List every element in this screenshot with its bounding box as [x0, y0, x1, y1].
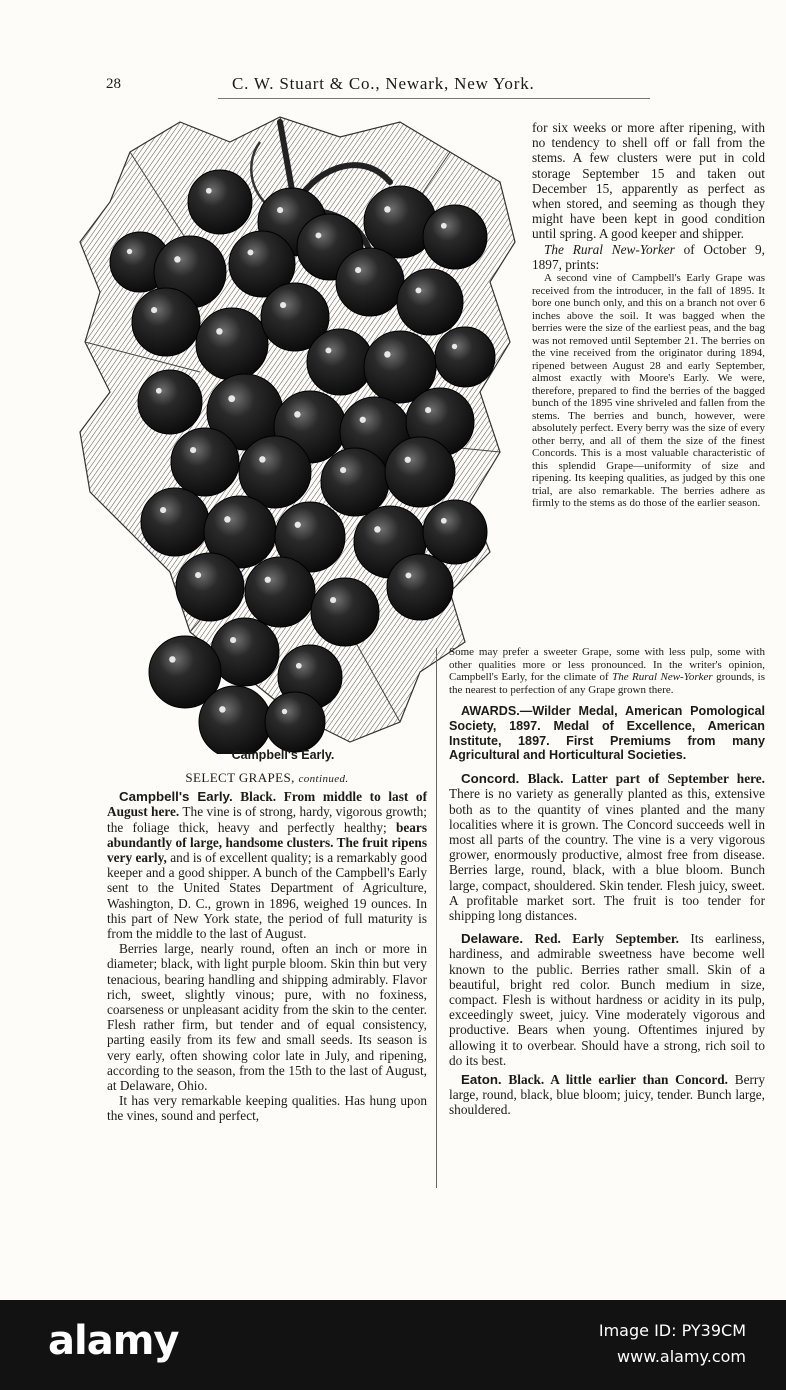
- stock-watermark-bar: [0, 1300, 786, 1390]
- berry-highlight: [294, 411, 300, 417]
- berry-highlight: [156, 388, 162, 394]
- grape-berry: [199, 686, 271, 754]
- quote-bottom-italic: The Rural New-Yorker: [612, 671, 713, 683]
- stock-info: [599, 1318, 746, 1370]
- berry-highlight: [330, 597, 336, 603]
- berry-highlight: [405, 457, 411, 463]
- page-header: [0, 70, 786, 100]
- berry-highlight: [295, 522, 301, 528]
- berry-highlight: [296, 663, 302, 669]
- berry-highlight: [340, 467, 346, 473]
- berry-highlight: [228, 395, 235, 402]
- grape-berry: [321, 448, 389, 516]
- keeping-paragraph: It has very remarkable keeping qualities. Has hung upon the vines, sound and perfect,: [107, 1093, 427, 1124]
- right-column-top: [532, 120, 765, 510]
- grape-berry: [385, 437, 455, 507]
- delaware-name: Delaware.: [461, 931, 524, 947]
- berry-highlight: [441, 223, 447, 229]
- eaton-entry: [449, 1072, 765, 1118]
- berry-highlight: [151, 307, 157, 313]
- berry-highlight: [169, 656, 175, 662]
- grape-berry: [311, 578, 379, 646]
- berry-highlight: [405, 572, 411, 578]
- concord-text: There is no variety as generally planted as this, extensive both as to the quantity of vines planted and the many localities where it is grown. The Concord succeeds well in most all parts of the country. The vine is a very vigorous grower, enormously productive, almost free from disease. Berries large, round, black, with a blue bloom. Bunch large, compact, shouldered. Skin tender. Flesh juicy, sweet. A profitable market sort. The fruit is too tender for shipping long distances.: [449, 786, 765, 924]
- berry-highlight: [216, 328, 222, 334]
- grape-berry: [307, 329, 373, 395]
- berry-highlight: [259, 456, 265, 462]
- rural-new-yorker-intro: [532, 242, 765, 272]
- delaware-lead: Red. Early September.: [534, 931, 679, 947]
- campbell-lead: Black. From middle to last of August here.: [107, 789, 428, 820]
- delaware-entry: [449, 931, 765, 1068]
- berry-highlight: [206, 188, 212, 194]
- berry-highlight: [384, 351, 390, 357]
- berry-highlight: [190, 447, 196, 453]
- section-label-text: SELECT GRAPES,: [185, 770, 295, 785]
- grape-berry: [336, 248, 404, 316]
- awards-paragraph: AWARDS.—Wilder Medal, American Pomological Society, 1897. Medal of Excellence, American Institute, 1897. First Premiums from many Agricultural and Horticultural Societies.: [449, 704, 765, 763]
- right-column-main: [449, 646, 765, 1118]
- grape-berry: [265, 692, 325, 752]
- spacer: [449, 763, 765, 771]
- berry-highlight: [325, 347, 331, 353]
- stock-logo: alamy: [48, 1318, 179, 1364]
- section-label-continued: continued.: [298, 773, 349, 785]
- quote-bottom-b: grounds, is the nearest to perfection of any Grape grown there.: [449, 671, 765, 696]
- berry-highlight: [247, 249, 253, 255]
- eaton-text: Berry large, round, black, blue bloom; juicy, tender. Bunch large, shouldered.: [449, 1072, 766, 1118]
- berry-highlight: [160, 507, 166, 513]
- grape-berry: [423, 500, 487, 564]
- berry-highlight: [277, 207, 283, 213]
- quote-bottom-a: Some may prefer a sweeter Grape, some with less pulp, some with other qualities more or less pronounced. In the writer's opinion, Campbell's Early, for the climate of: [449, 646, 765, 683]
- grape-berry: [141, 488, 209, 556]
- quote-paragraph-bottom: [449, 646, 765, 696]
- grape-berry: [188, 170, 252, 234]
- concord-entry: [449, 771, 765, 923]
- campbell-text-2: and is of excellent quality; is a remarkably good keeper and a good shipper. A bunch of the Campbell's Early sent to the United States Department of Agriculture, Washington, D. C., grown in 1896, weighed 19 ounces. In this part of New York state, the period of full maturity is from the middle to the last of August.: [107, 850, 427, 942]
- berry-highlight: [224, 516, 230, 522]
- berry-highlight: [174, 256, 180, 262]
- eaton-name: Eaton.: [461, 1072, 502, 1088]
- grape-berry: [435, 327, 495, 387]
- grape-berry: [176, 553, 244, 621]
- figure-caption: Campbell's Early.: [231, 748, 335, 762]
- campbell-entry: [107, 789, 427, 941]
- grape-berry: [387, 554, 453, 620]
- berry-highlight: [265, 577, 271, 583]
- spacer: [449, 696, 765, 704]
- header-rule: [218, 98, 650, 99]
- grape-berry: [132, 288, 200, 356]
- berry-highlight: [230, 637, 236, 643]
- quote-paragraph-top: A second vine of Campbell's Early Grape was received from the introducer, in the fall of 1895. It bore one bunch only, and this on a branch not over 6 inches above the soil. It was bagged when the berries were the size of the earliest peas, and the bag was not removed until September 21. The berries on the vine received from the originator during 1894, ripened between August 28 and early September, almost exactly with Moore's Early. We were, therefore, prepared to find the berries of the bagged bunch of the 1895 vine shriveled and fallen from the stems. The berries and bunch, however, were absolutely perfect. Every berry was the size of every other berry, and all of them the size of the finest Concords. This is a most valuable characteristic of this splendid Grape—uniformity of size and ripening. Its keeping qualities, as judged by this one trial, are also remarkable. The berries adhere as firmly to the stems as do those of the earlier season.: [532, 272, 765, 510]
- berry-highlight: [315, 232, 321, 238]
- stock-image-id: Image ID: PY39CM: [598, 1321, 746, 1340]
- grape-berry: [138, 370, 202, 434]
- berry-highlight: [195, 572, 201, 578]
- berry-highlight: [360, 417, 366, 423]
- berry-highlight: [219, 706, 225, 712]
- column-rule: [436, 648, 437, 1188]
- grape-berry: [423, 205, 487, 269]
- berry-highlight: [374, 526, 380, 532]
- delaware-text: Its earliness, hardiness, and admirable sweetness have become well known to the public. Berries rather small. Skin of a beautiful, bright red color. Bunch medium in size, compact. Flesh is without hardness or acidity in its pulp, exceedingly sweet, juicy. Vine moderately vigorous and productive. Bears when young. Oftentimes injured by allowing it to overbear. Should have a strong, rich soil to do its best.: [449, 931, 766, 1068]
- berry-highlight: [282, 709, 287, 714]
- berry-highlight: [441, 518, 447, 524]
- spacer: [449, 923, 765, 931]
- berry-highlight: [127, 249, 132, 254]
- rural-new-yorker-title: The Rural New-Yorker: [544, 241, 675, 257]
- campbell-name: Campbell's Early.: [119, 789, 233, 805]
- berry-highlight: [355, 267, 361, 273]
- concord-name: Concord.: [461, 771, 520, 787]
- stock-site: www.alamy.com: [617, 1347, 746, 1366]
- campbell-bold-2: bears abundantly of large, handsome clusters. The fruit ripens very early,: [107, 819, 428, 866]
- rural-new-yorker-intro-rest: of October 9, 1897, prints:: [532, 241, 765, 272]
- grape-berry: [245, 557, 315, 627]
- running-title: C. W. Stuart & Co., Newark, New York.: [232, 74, 535, 93]
- berry-highlight: [425, 407, 431, 413]
- berry-highlight: [280, 302, 286, 308]
- berry-highlight: [384, 206, 390, 212]
- berry-highlight: [415, 287, 421, 293]
- continued-paragraph: for six weeks or more after ripening, with no tendency to shell off or fall from the stems. A few clusters were put in cold storage September 15 and taken out December 15, apparently as perfect as when stored, and seeming as though they might have been kept in good condition until spring. A good keeper and shipper.: [532, 120, 765, 242]
- grape-berry: [196, 308, 268, 380]
- berry-highlight: [452, 344, 457, 349]
- grape-berry: [171, 428, 239, 496]
- berries-paragraph: Berries large, nearly round, often an inch or more in diameter; black, with light purple bloom. Skin thin but very tenacious, bearing handling and shipping admirably. Flavor rich, sweet, slightly vinous; pure, with no foxiness, coarseness or unpleasant acidity from the skin to the center. Flesh rather firm, but tender and of equal consistency, parting easily from its few and small seeds. Its season is very early, often showing color late in July, and ripening, according to the season, from the 15th to the last of August, at Delaware, Ohio.: [107, 941, 427, 1094]
- grape-berry: [397, 269, 463, 335]
- eaton-lead: Black. A little earlier than Concord.: [508, 1072, 728, 1088]
- page-number: 28: [106, 76, 121, 92]
- section-label: [107, 770, 427, 787]
- left-column: [107, 770, 427, 1124]
- campbell-text-1: The vine is of strong, hardy, vigorous growth; the foliage thick, heavy and perfectly healthy;: [107, 804, 427, 835]
- concord-lead: Black. Latter part of September here.: [527, 771, 765, 787]
